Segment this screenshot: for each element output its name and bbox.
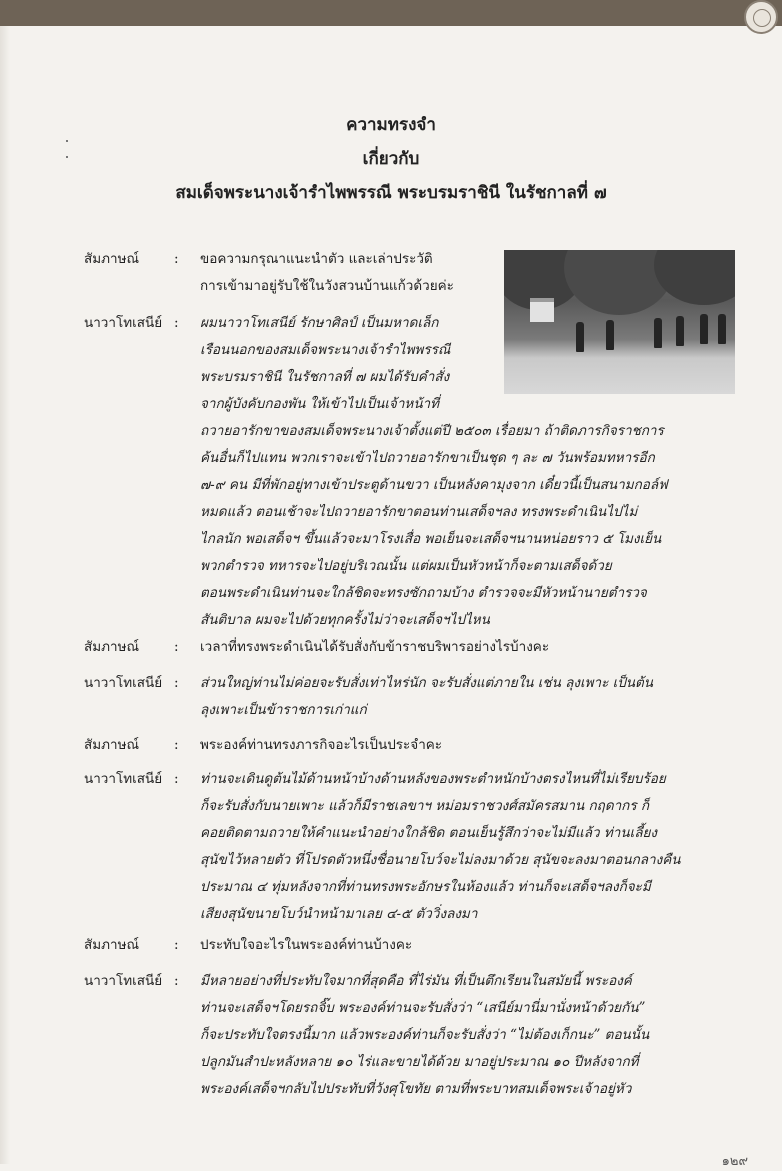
text-line: พระบรมราชินี ในรัชกาลที่ ๗ ผมได้รับคำสั่ง — [200, 369, 450, 385]
speaker-label: สัมภาษณ์ — [84, 251, 140, 267]
dialogue-text — [200, 246, 485, 300]
photo-person — [700, 314, 708, 344]
text-line: ก็จะรับสั่งกับนายเพาะ แล้วก็มีราชเลขาฯ หม่อมราชวงศ์สมัครสมาน กฤดากร ก็ — [200, 798, 650, 814]
text-line: พระองค์ท่านทรงภารกิจอะไรเป็นประจำคะ — [200, 737, 443, 753]
dialogue-text — [200, 732, 684, 759]
dialogue-text — [200, 670, 684, 724]
colon: : — [174, 315, 179, 331]
photo-hut — [530, 298, 554, 322]
text-line: ค้นอื่นก็ไปแทน พวกเราจะเข้าไปถวายอารักขาเป็นชุด ๆ ละ ๗ วันพร้อมทหารอีก — [200, 450, 655, 466]
page-top-band — [0, 0, 782, 26]
photo-person — [606, 320, 614, 350]
text-line: ท่านจะเดินดูต้นไม้ด้านหน้าบ้างด้านหลังของพระตำหนักบ้างตรงไหนที่ไม่เรียบร้อย — [200, 771, 666, 787]
text-line: พระองค์เสด็จฯกลับไปประทับที่วังศุโขทัย ตามที่พระบาทสมเด็จพระเจ้าอยู่หัว — [200, 1081, 632, 1097]
photo-person — [654, 318, 662, 348]
speaker-label: นาวาโทเสนีย์ — [84, 675, 163, 691]
speaker-label: นาวาโทเสนีย์ — [84, 973, 163, 989]
text-line: ผมนาวาโทเสนีย์ รักษาศิลป์ เป็นมหาดเล็ก — [200, 315, 439, 331]
photo-person — [676, 316, 684, 346]
text-line: ถวายอารักขาของสมเด็จพระนางเจ้าตั้งแต่ปี ๒๕๐๓ เรื่อยมา ถ้าติดภารกิจราชการ — [200, 423, 664, 439]
text-line: ประมาณ ๔ ทุ่มหลังจากที่ท่านทรงพระอักษรในห้องแล้ว ท่านก็จะเสด็จฯลงก็จะมี — [200, 879, 651, 895]
text-line: ๗-๙ คน มีที่พักอยู่ทางเข้าประตูด้านขวา เป็นหลังคามุงจาก เดี๋ยวนี้เป็นสนามกอล์ฟ — [200, 477, 668, 493]
title-line-1: ความทรงจำ — [346, 115, 436, 135]
text-line: หมดแล้ว ตอนเช้าจะไปถวายอารักขาตอนท่านเสด็จฯลง ทรงพระดำเนินไปไม่ — [200, 504, 638, 520]
speaker-label: สัมภาษณ์ — [84, 639, 140, 655]
text-line: ไกลนัก พอเสด็จฯ ขึ้นแล้วจะมาโรงเสื่อ พอเย็นจะเสด็จฯนานหน่อยราว ๕ โมงเย็น — [200, 531, 662, 547]
text-line: ตอนพระดำเนินท่านจะใกล้ชิดจะทรงซักถามบ้าง ตำรวจจะมีหัวหน้านายตำรวจ — [200, 585, 647, 601]
dialogue-text — [200, 310, 485, 418]
colon: : — [174, 771, 179, 787]
text-line: มีหลายอย่างที่ประทับใจมากที่สุดคือ ที่ไร่มัน ที่เป็นตึกเรียนในสมัยนี้ พระองค์ — [200, 973, 632, 989]
dialogue-text — [200, 634, 684, 661]
photo-person — [576, 322, 584, 352]
speaker-label: สัมภาษณ์ — [84, 737, 140, 753]
colon: : — [174, 675, 179, 691]
text-line: เสียงสุนัขนายโบว์นำหน้ามาเลย ๔-๕ ตัววิ่งลงมา — [200, 906, 478, 922]
text-line: ลุงเพาะเป็นข้าราชการเก่าแก่ — [200, 702, 367, 718]
text-line: ก็จะประทับใจตรงนี้มาก แล้วพระองค์ท่านก็จะรับสั่งว่า “ไม่ต้องเก็กนะ” ตอนนั้น — [200, 1027, 650, 1043]
text-line: สันติบาล ผมจะไปด้วยทุกครั้งไม่ว่าจะเสด็จฯไปไหน — [200, 612, 490, 628]
document-title — [0, 108, 782, 210]
text-line: พวกตำรวจ ทหารจะไปอยู่บริเวณนั้น แต่ผมเป็นหัวหน้าก็จะตามเสด็จด้วย — [200, 558, 612, 574]
text-line: ประทับใจอะไรในพระองค์ท่านบ้างคะ — [200, 937, 413, 953]
title-line-3: สมเด็จพระนางเจ้ารำไพพรรณี พระบรมราชินี ในรัชกาลที่ ๗ — [175, 183, 607, 203]
colon: : — [174, 639, 179, 655]
text-line: เวลาที่ทรงพระดำเนินได้รับสั่งกับข้าราชบริพารอย่างไรบ้างคะ — [200, 639, 550, 655]
dialogue-text — [200, 932, 684, 959]
colon: : — [174, 251, 179, 267]
photograph-icon — [504, 250, 735, 394]
seal-icon — [744, 0, 778, 34]
dialogue-text — [200, 968, 684, 1103]
text-line: ท่านจะเสด็จฯโดยรถจิ๊บ พระองค์ท่านจะรับสั่งว่า “เสนีย์มานี่มานั่งหน้าด้วยกัน” — [200, 1000, 646, 1016]
colon: : — [174, 937, 179, 953]
page-number: ๑๒๙ — [721, 1154, 748, 1169]
speaker-label: นาวาโทเสนีย์ — [84, 771, 163, 787]
text-line: การเข้ามาอยู่รับใช้ในวังสวนบ้านแก้วด้วยค่ะ — [200, 278, 454, 294]
text-line: ปลูกมันสำปะหลังหลาย ๑๐ ไร่และขายได้ด้วย มาอยู่ประมาณ ๑๐ ปีหลังจากที่ — [200, 1054, 639, 1070]
text-line: คอยติดตามถวายให้คำแนะนำอย่างใกล้ชิด ตอนเย็นรู้สึกว่าจะไม่มีแล้ว ท่านเลี้ยง — [200, 825, 657, 841]
colon: : — [174, 737, 179, 753]
text-line: เรือนนอกของสมเด็จพระนางเจ้ารำไพพรรณี — [200, 342, 451, 358]
text-line: จากผู้บังคับกองพัน ให้เข้าไปเป็นเจ้าหน้าที่ — [200, 396, 440, 412]
text-line: สุนัขไว้หลายตัว ที่โปรดตัวหนึ่งชื่อนายโบว์จะไม่ลงมาด้วย สุนัขจะลงมาตอนกลางคืน — [200, 852, 681, 868]
title-line-2: เกี่ยวกับ — [362, 149, 420, 169]
photo-person — [718, 314, 726, 344]
speaker-label: สัมภาษณ์ — [84, 937, 140, 953]
text-line: ขอความกรุณาแนะนำตัว และเล่าประวัติ — [200, 251, 433, 267]
photo-tree — [654, 250, 735, 305]
dialogue-text-wide — [200, 418, 684, 634]
text-line: ส่วนใหญ่ท่านไม่ค่อยจะรับสั่งเท่าไหร่นัก จะรับสั่งแต่ภายใน เช่น ลุงเพาะ เป็นต้น — [200, 675, 654, 691]
dialogue-text — [200, 766, 684, 928]
speaker-label: นาวาโทเสนีย์ — [84, 315, 163, 331]
colon: : — [174, 973, 179, 989]
